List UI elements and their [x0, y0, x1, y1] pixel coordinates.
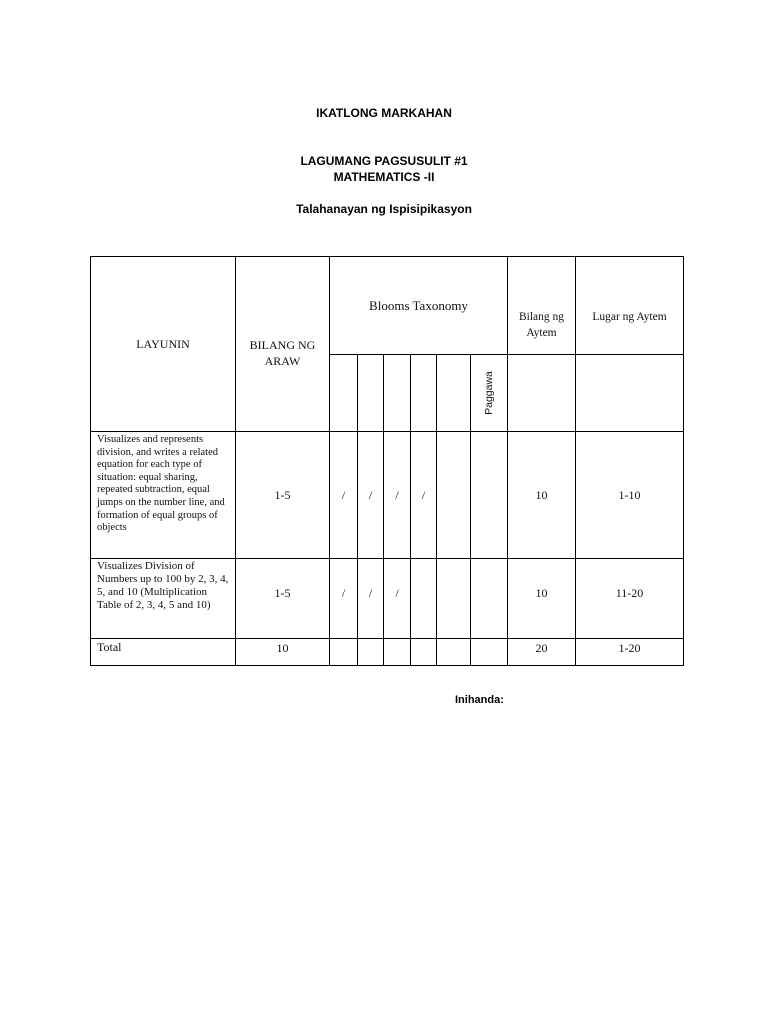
row-1-item-place: 1-10 — [576, 432, 684, 559]
header-item-count — [508, 257, 576, 355]
header-blooms — [330, 257, 508, 355]
header-blooms-label: Blooms Taxonomy — [369, 297, 468, 313]
row-2-item-place: 11-20 — [576, 559, 684, 639]
blooms-level-1 — [330, 355, 358, 432]
table-title: Talahanayan ng Ispisipikasyon — [296, 202, 472, 216]
row-1-objective: Visualizes and represents division, and writes a related equation for each type of situation: equal sharing, repeated subtraction, equal jumps on the number line, and formation of equal groups of objects — [91, 432, 236, 559]
total-mark-2 — [358, 639, 384, 666]
total-label: Total — [91, 639, 236, 666]
header-row — [91, 257, 684, 355]
total-mark-1 — [330, 639, 358, 666]
row-1-days: 1-5 — [236, 432, 330, 559]
row-2-mark-1: / — [330, 559, 358, 639]
subject-title: MATHEMATICS -II — [333, 170, 435, 184]
header-item-place — [576, 257, 684, 355]
blooms-level-6 — [471, 355, 508, 432]
total-item-count: 20 — [508, 639, 576, 666]
header-item-place-label: Lugar ng Aytem — [592, 311, 667, 323]
header-days — [236, 257, 330, 432]
row-1-mark-5 — [437, 432, 471, 559]
header-days-label: BILANG NG ARAW — [249, 338, 316, 368]
blooms-level-4 — [411, 355, 437, 432]
header-item-count-label: Bilang ng Aytem — [518, 311, 565, 339]
table-row — [91, 559, 684, 639]
specification-table — [90, 256, 684, 666]
row-1-mark-1: / — [330, 432, 358, 559]
row-2-mark-4 — [411, 559, 437, 639]
row-2-mark-6 — [471, 559, 508, 639]
row-1-mark-6 — [471, 432, 508, 559]
table-row — [91, 432, 684, 559]
total-item-place: 1-20 — [576, 639, 684, 666]
blooms-level-5 — [437, 355, 471, 432]
total-days: 10 — [236, 639, 330, 666]
total-mark-6 — [471, 639, 508, 666]
item-place-sub — [576, 355, 684, 432]
total-mark-4 — [411, 639, 437, 666]
row-2-mark-2: / — [358, 559, 384, 639]
row-1-mark-4: / — [411, 432, 437, 559]
blooms-level-3 — [384, 355, 411, 432]
total-mark-3 — [384, 639, 411, 666]
total-row — [91, 639, 684, 666]
row-2-objective: Visualizes Division of Numbers up to 100 by 2, 3, 4, 5, and 10 (Multiplication Table of 2, 3, 4, 5 and 10) — [91, 559, 236, 639]
row-2-days: 1-5 — [236, 559, 330, 639]
row-2-mark-5 — [437, 559, 471, 639]
blooms-level-6-label: Paggawa — [483, 371, 495, 415]
row-1-item-count: 10 — [508, 432, 576, 559]
row-2-mark-3: / — [384, 559, 411, 639]
test-title: LAGUMANG PAGSUSULIT #1 — [300, 154, 468, 168]
total-mark-5 — [437, 639, 471, 666]
header-objective-label: LAYUNIN — [136, 336, 190, 351]
header-objective — [91, 257, 236, 432]
item-count-sub — [508, 355, 576, 432]
row-1-mark-2: / — [358, 432, 384, 559]
blooms-level-2 — [358, 355, 384, 432]
row-1-mark-3: / — [384, 432, 411, 559]
quarter-heading: IKATLONG MARKAHAN — [316, 106, 452, 120]
prepared-by-label: Inihanda: — [455, 694, 504, 706]
row-2-item-count: 10 — [508, 559, 576, 639]
